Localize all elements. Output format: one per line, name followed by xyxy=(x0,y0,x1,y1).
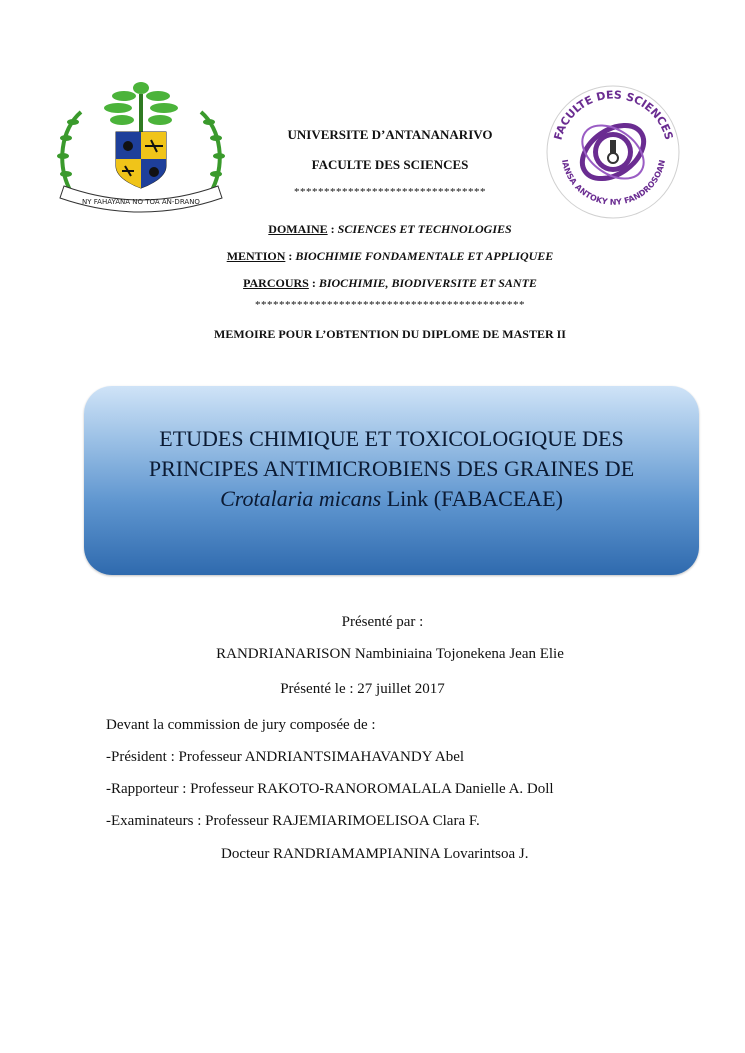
university-name: UNIVERSITE D’ANTANANARIVO xyxy=(287,127,493,142)
faculty-name: FACULTE DES SCIENCES xyxy=(311,157,469,172)
jury-examinateurs: -Examinateurs : Professeur RAJEMIARIMOELISOA Clara F. xyxy=(106,813,480,829)
jury-president: -Président : Professeur ANDRIANTSIMAHAVANDY Abel xyxy=(106,749,465,765)
species-name: Crotalaria micans xyxy=(220,486,382,511)
title-box xyxy=(84,386,699,575)
svg-text:SIANSA ANTOKY NY FANDROSOANA: IANSA ANTOKY NY FANDROSOAN xyxy=(560,158,668,207)
domaine-label: DOMAINE xyxy=(268,222,328,236)
title-line-1: ETUDES CHIMIQUE ET TOXICOLOGIQUE DES xyxy=(159,426,624,451)
mention-value: BIOCHIMIE FONDAMENTALE ET APPLIQUEE xyxy=(295,249,554,263)
parcours-value: BIOCHIMIE, BIODIVERSITE ET SANTE xyxy=(318,276,537,290)
author-name: RANDRIANARISON Nambiniaina Tojonekena Jean Elie xyxy=(216,646,564,662)
domaine-value: SCIENCES ET TECHNOLOGIES xyxy=(337,222,512,236)
domaine-sep: : xyxy=(327,222,338,236)
title-line-2: PRINCIPES ANTIMICROBIENS DES GRAINES DE xyxy=(148,456,635,481)
domaine-line xyxy=(100,222,680,237)
title-line-3-rest: Link (FABACEAE) xyxy=(381,486,563,511)
jury-intro: Devant la commission de jury composée de : xyxy=(106,717,376,733)
faculty-logo xyxy=(542,82,685,222)
parcours-label: PARCOURS xyxy=(243,276,309,290)
mention-sep: : xyxy=(285,249,296,263)
logo-motto: NY FAHAYANA NO TOA AN-DRANO xyxy=(82,198,200,206)
stars-separator-long: ********************************************* xyxy=(255,299,525,311)
stars-separator: ******************************** xyxy=(294,186,486,198)
title-line-3 xyxy=(104,484,679,514)
parcours-line xyxy=(100,276,680,291)
memoire-line: MEMOIRE POUR L’OBTENTION DU DIPLOME DE MASTER II xyxy=(214,327,566,341)
jury-examinateur-2: Docteur RANDRIAMAMPIANINA Lovarintsoa J. xyxy=(221,846,529,862)
thesis-title xyxy=(104,424,679,514)
mention-line xyxy=(100,249,680,264)
mention-label: MENTION xyxy=(226,249,286,263)
svg-text:FACULTE DES SCIENCES: FACULTE DES SCIENCES xyxy=(551,88,676,142)
parcours-sep: : xyxy=(308,276,319,290)
jury-rapporteur: -Rapporteur : Professeur RAKOTO-RANOROMALALA Danielle A. Doll xyxy=(106,781,554,797)
university-logo xyxy=(46,74,236,214)
presentation-date: Présenté le : 27 juillet 2017 xyxy=(280,681,445,697)
presented-by: Présenté par : xyxy=(341,614,424,630)
